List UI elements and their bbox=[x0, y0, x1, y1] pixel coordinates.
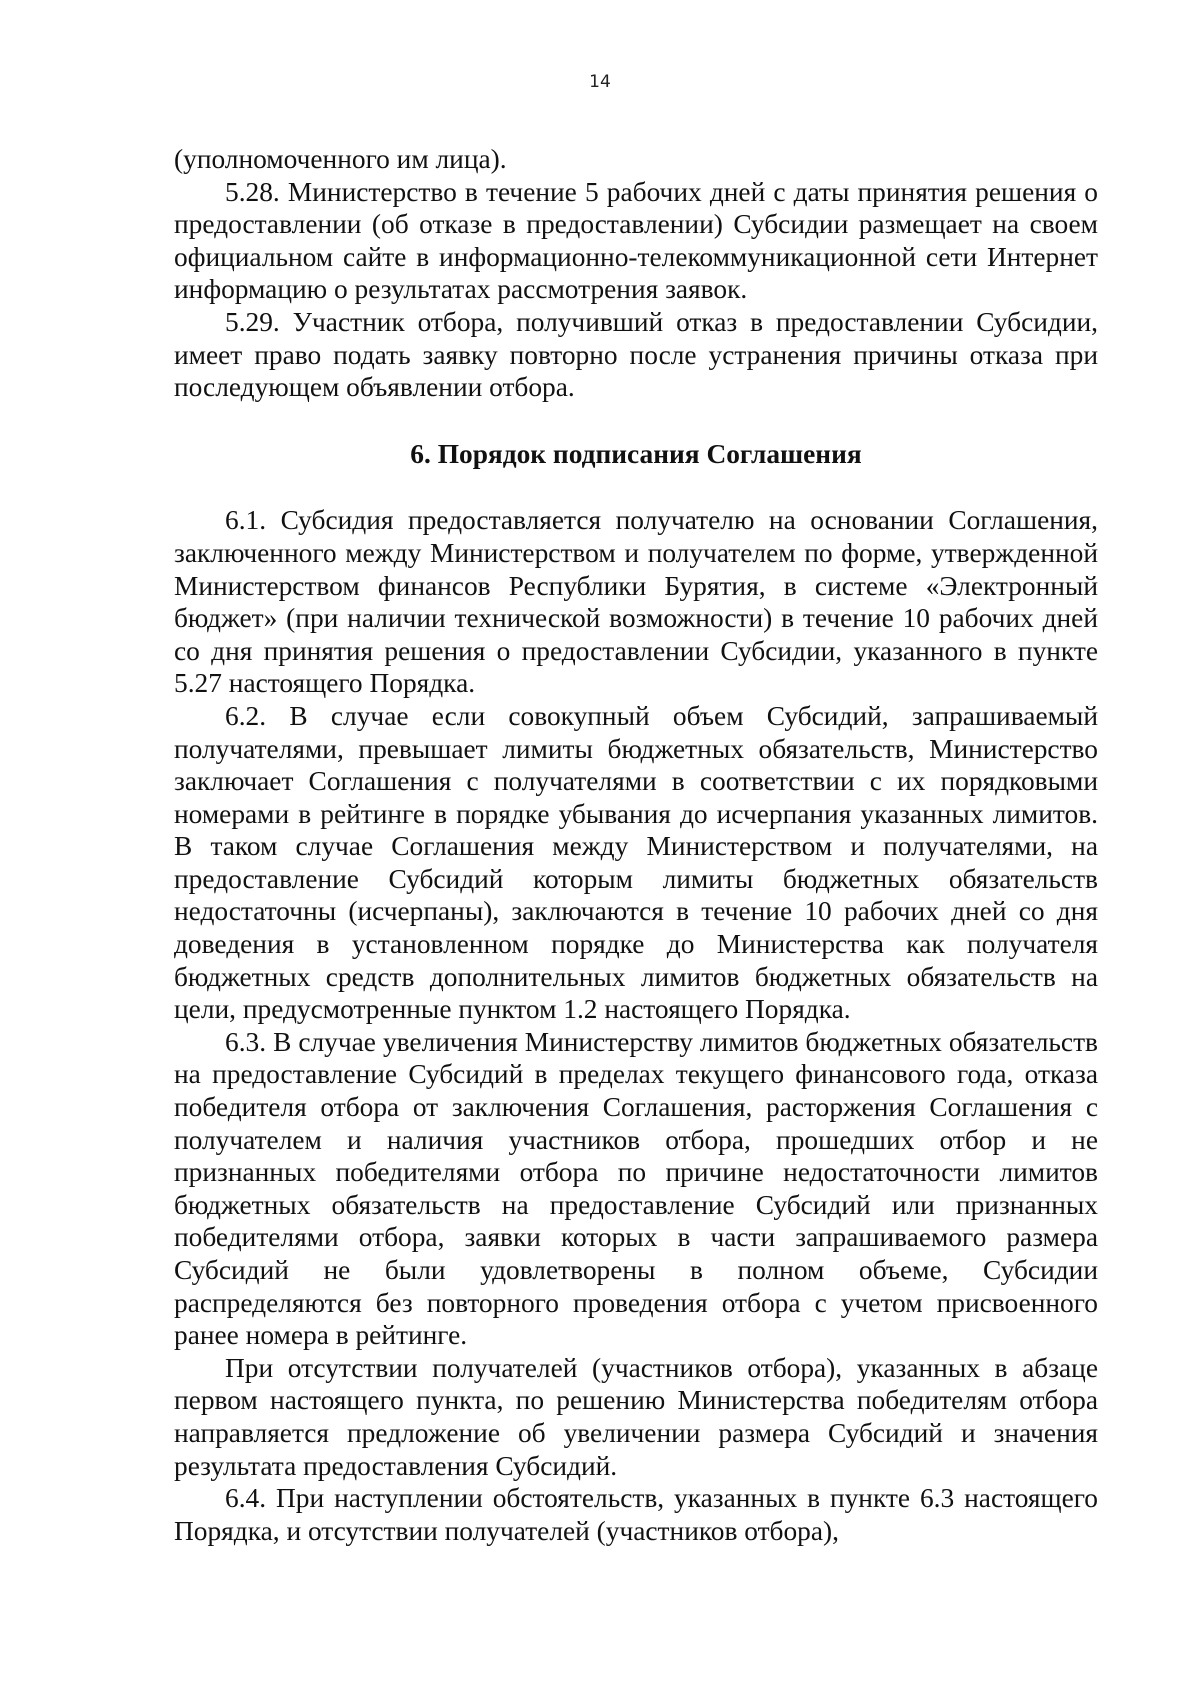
section-heading-6: 6. Порядок подписания Соглашения bbox=[410, 438, 862, 469]
paragraph-6-4: 6.4. При наступлении обстоятельств, указанных в пункте 6.3 настоящего Порядка, и отсутствии получателей (участников отбора), bbox=[174, 1483, 1098, 1546]
paragraph-6-2: 6.2. В случае если совокупный объем Субсидий, запрашиваемый получателями, превышает лимиты бюджетных обязательств, Министерство заключает Соглашения с получателями в соответствии с их порядковыми номерами в рейтинге в порядке убывания до исчерпания указанных лимитов. В таком случае Соглашения между Министерством и получателями, на предоставление Субсидий которым лимиты бюджетных обязательств недостаточны (исчерпаны), заключаются в течение 10 рабочих дней со дня доведения в установленном порядке до Министерства как получателя бюджетных средств дополнительных лимитов бюджетных обязательств на цели, предусмотренные пунктом 1.2 настоящего Порядка. bbox=[174, 700, 1098, 1025]
paragraph-6-1: 6.1. Субсидия предоставляется получателю на основании Соглашения, заключенного между Министерством и получателем по форме, утвержденной Министерством финансов Республики Бурятия, в системе «Электронный бюджет» (при наличии технической возможности) в течение 10 рабочих дней со дня принятия решения о предоставлении Субсидии, указанного в пункте 5.27 настоящего Порядка. bbox=[174, 505, 1098, 699]
paragraph-5-28: 5.28. Министерство в течение 5 рабочих дней с даты принятия решения о предоставлении (об отказе в предоставлении) Субсидии размещает на своем официальном сайте в информационно-телекоммуникационной сети Интернет информацию о результатах рассмотрения заявок. bbox=[174, 176, 1098, 305]
paragraph-5-29: 5.29. Участник отбора, получивший отказ в предоставлении Субсидии, имеет право подать заявку повторно после устранения причины отказа при последующем объявлении отбора. bbox=[174, 306, 1098, 403]
paragraph-6-3: 6.3. В случае увеличения Министерству лимитов бюджетных обязательств на предоставление Субсидий в пределах текущего финансового года, отказа победителя отбора от заключения Соглашения, расторжения Соглашения с получателем и наличия участников отбора, прошедших отбор и не признанных победителями отбора по причине недостаточности лимитов бюджетных обязательств на предоставление Субсидий или признанных победителями отбора, заявки которых в части запрашиваемого размера Субсидий не были удовлетворены в полном объеме, Субсидии распределяются без повторного проведения отбора с учетом присвоенного ранее номера в рейтинге. bbox=[174, 1026, 1098, 1351]
paragraph-6-3-second: При отсутствии получателей (участников отбора), указанных в абзаце первом настоящего пункта, по решению Министерства победителям отбора направляется предложение об увеличении размера Субсидий и значения результата предоставления Субсидий. bbox=[174, 1352, 1098, 1481]
paragraph-continuation: (уполномоченного им лица). bbox=[174, 144, 507, 174]
page-number: 14 bbox=[589, 72, 611, 92]
document-body bbox=[174, 143, 1098, 1547]
